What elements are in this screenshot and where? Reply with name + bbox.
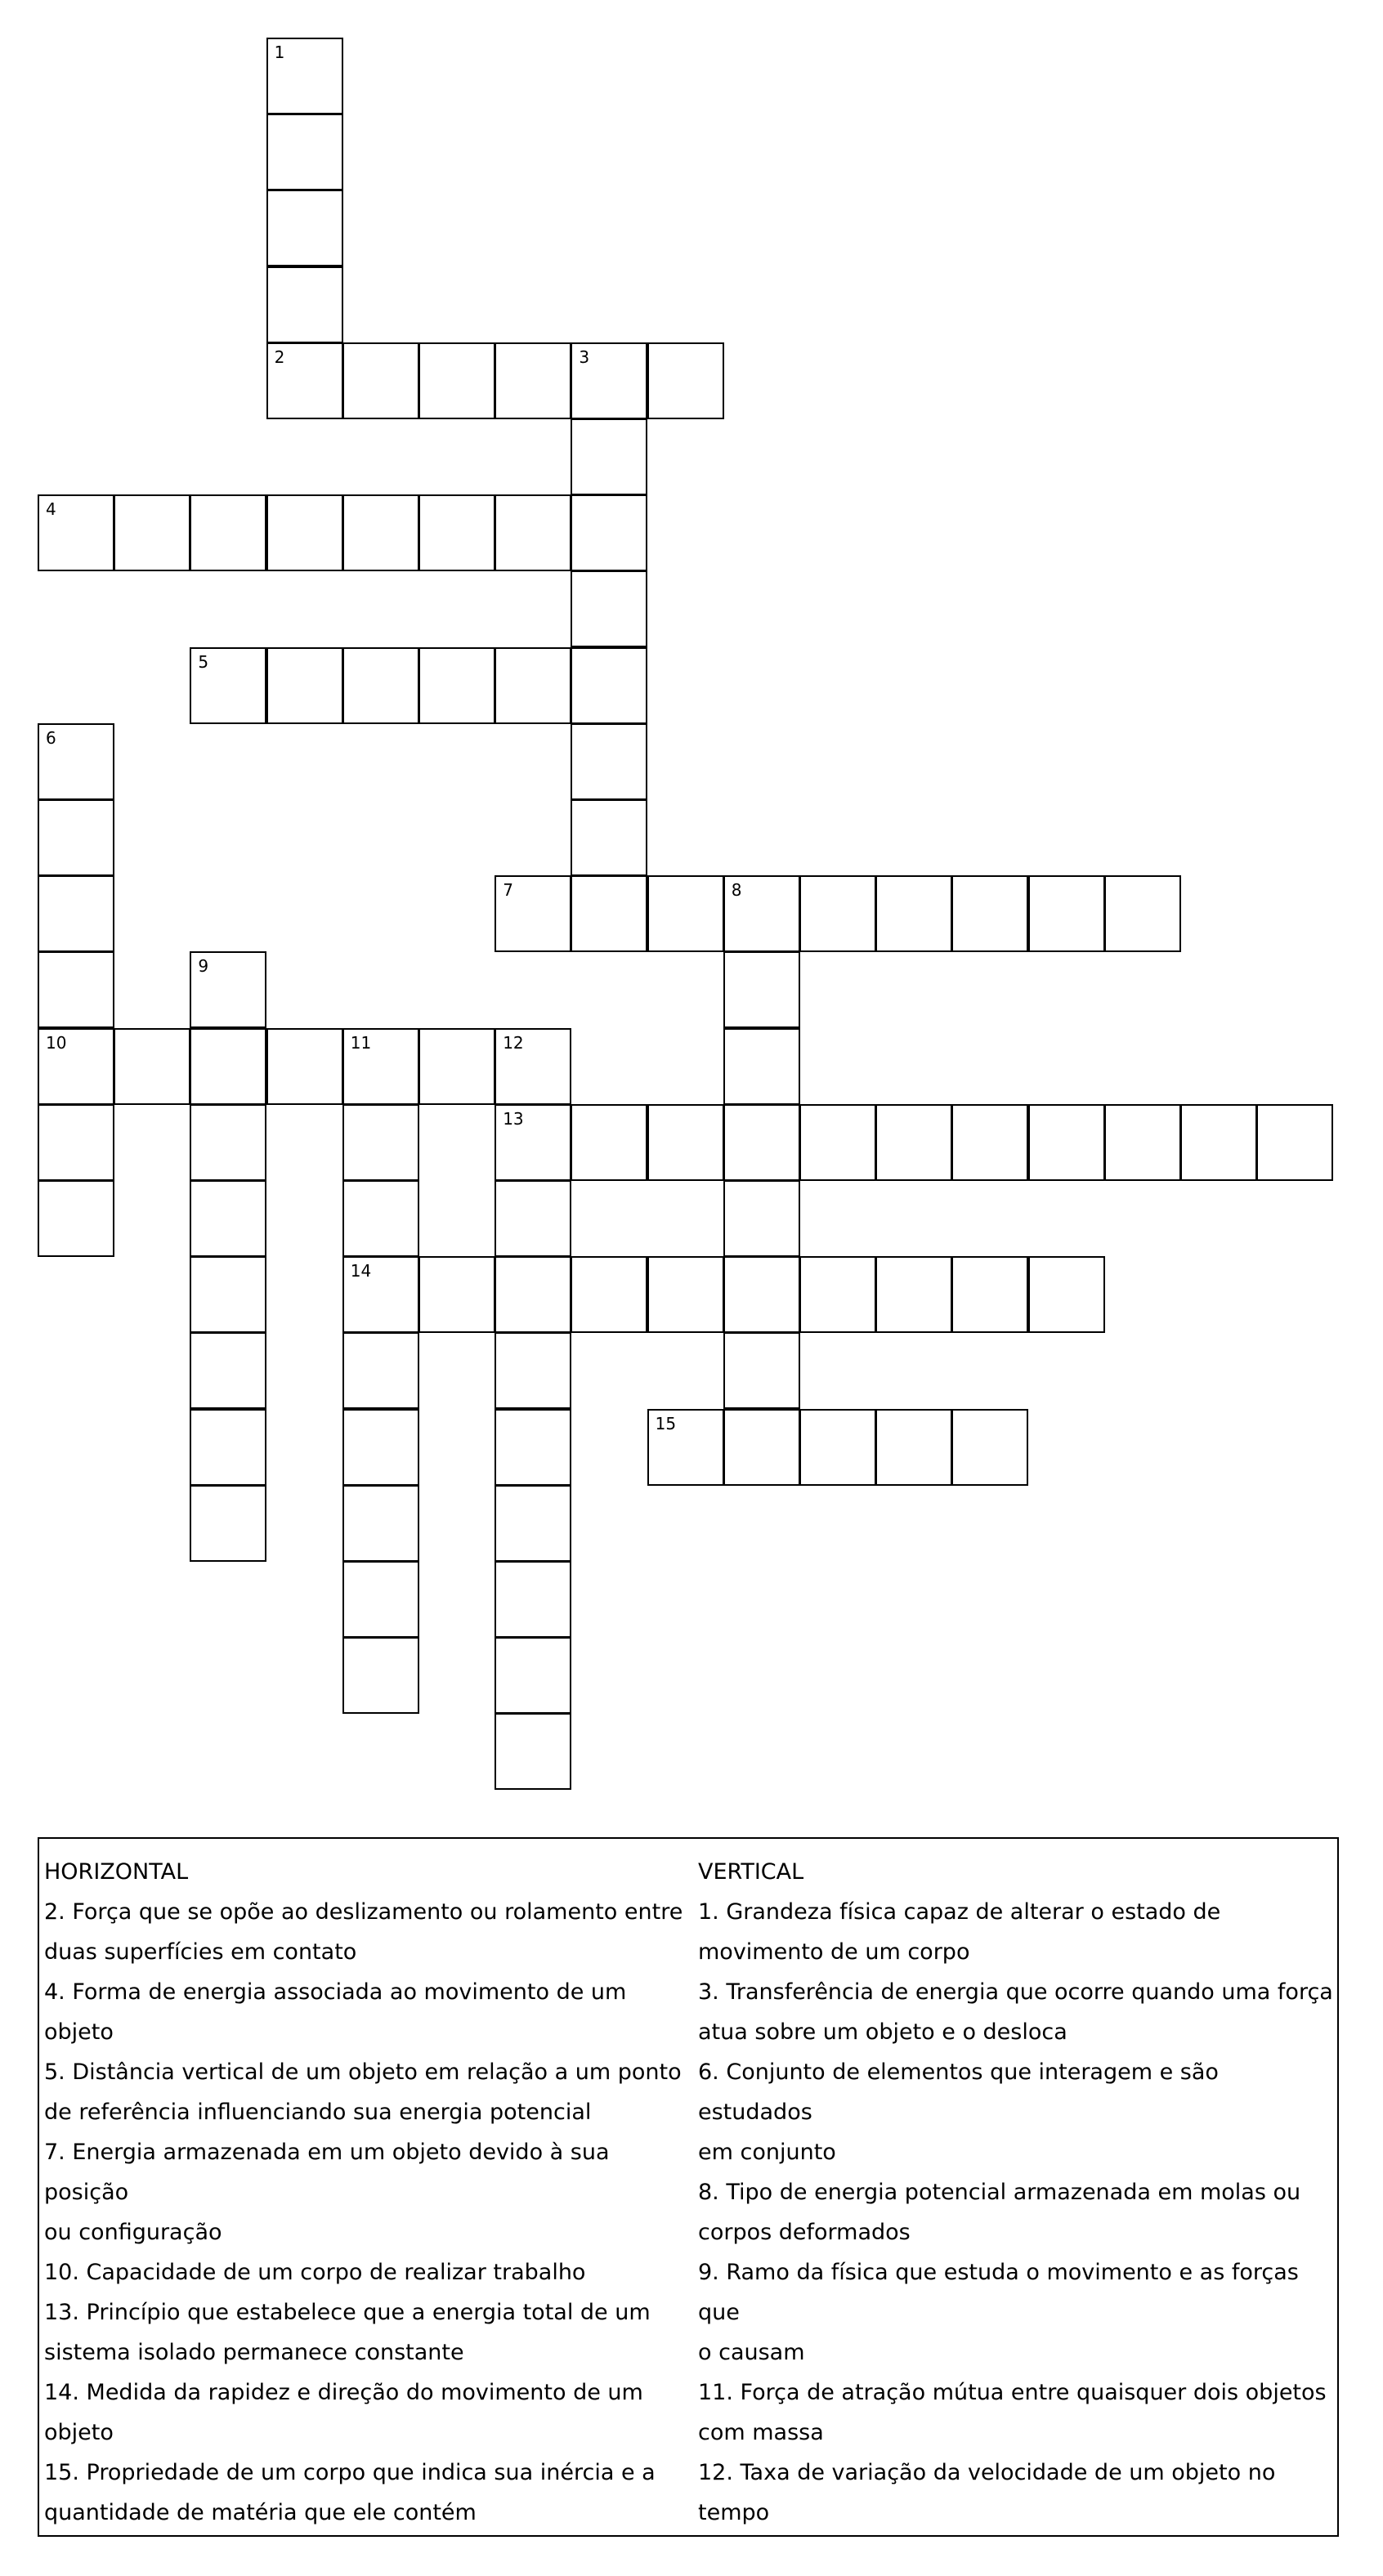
crossword-cell[interactable] bbox=[266, 1028, 343, 1105]
clue-line: 4. Forma de energia associada ao movimento de um bbox=[44, 1979, 627, 2005]
crossword-cell[interactable] bbox=[190, 647, 266, 724]
crossword-cell[interactable] bbox=[495, 1637, 571, 1714]
clue-number: 9 bbox=[198, 956, 209, 977]
crossword-cell[interactable] bbox=[799, 875, 876, 952]
crossword-cell[interactable] bbox=[1104, 875, 1181, 952]
clue-line: tempo bbox=[698, 2500, 770, 2525]
crossword-cell[interactable] bbox=[951, 875, 1028, 952]
clue-number: 13 bbox=[503, 1108, 524, 1129]
clue-number: 15 bbox=[655, 1413, 677, 1433]
crossword-cell[interactable] bbox=[342, 1485, 419, 1562]
crossword-cell[interactable] bbox=[799, 1104, 876, 1181]
clue-number: 14 bbox=[350, 1261, 372, 1281]
crossword-cell[interactable] bbox=[342, 647, 419, 724]
vertical-clue-list bbox=[698, 1892, 1336, 2533]
crossword-cell[interactable] bbox=[266, 494, 343, 571]
crossword-cell[interactable] bbox=[190, 1028, 266, 1105]
crossword-cell[interactable] bbox=[342, 1256, 419, 1333]
clue-line: 5. Distância vertical de um objeto em relação a um ponto bbox=[44, 2059, 682, 2085]
crossword-cell[interactable] bbox=[1104, 1104, 1181, 1181]
crossword-cell[interactable] bbox=[418, 1256, 495, 1333]
crossword-cell[interactable] bbox=[647, 1256, 724, 1333]
crossword-cell[interactable] bbox=[799, 1409, 876, 1486]
crossword-cell[interactable] bbox=[190, 1104, 266, 1181]
clue-line: com massa bbox=[698, 2420, 824, 2445]
clue-line: movimento de um corpo bbox=[698, 1939, 970, 1965]
crossword-cell[interactable] bbox=[190, 1180, 266, 1257]
crossword-cell[interactable] bbox=[495, 1561, 571, 1638]
crossword-cell[interactable] bbox=[1028, 875, 1105, 952]
crossword-cell[interactable] bbox=[495, 1256, 571, 1333]
crossword-cell[interactable] bbox=[38, 1028, 114, 1105]
crossword-cell[interactable] bbox=[571, 342, 647, 419]
clue-line: 7. Energia armazenada em um objeto devido à sua posição bbox=[44, 2140, 610, 2205]
crossword-cell[interactable] bbox=[418, 647, 495, 724]
crossword-cell[interactable] bbox=[190, 1409, 266, 1486]
crossword-cell[interactable] bbox=[266, 342, 343, 419]
crossword-cell[interactable] bbox=[190, 494, 266, 571]
horizontal-clues bbox=[44, 1852, 695, 2533]
crossword-cell[interactable] bbox=[342, 342, 419, 419]
crossword-cell[interactable] bbox=[571, 1256, 647, 1333]
crossword-cell[interactable] bbox=[418, 494, 495, 571]
crossword-cell[interactable] bbox=[723, 951, 800, 1028]
crossword-cell[interactable] bbox=[495, 342, 571, 419]
crossword-cell[interactable] bbox=[266, 38, 343, 114]
crossword-cell[interactable] bbox=[647, 342, 724, 419]
clue-line: 10. Capacidade de um corpo de realizar trabalho bbox=[44, 2260, 586, 2285]
clue-number: 2 bbox=[274, 347, 285, 367]
crossword-cell[interactable] bbox=[1180, 1104, 1257, 1181]
crossword-cell[interactable] bbox=[190, 1485, 266, 1562]
clue-line: duas superfícies em contato bbox=[44, 1939, 357, 1965]
clue-line: 14. Medida da rapidez e direção do movimento de um bbox=[44, 2380, 643, 2405]
crossword-cell[interactable] bbox=[38, 1180, 114, 1257]
clue-number: 10 bbox=[46, 1032, 67, 1053]
clue-number: 3 bbox=[579, 347, 590, 367]
crossword-cell[interactable] bbox=[190, 1256, 266, 1333]
crossword-cell[interactable] bbox=[799, 1256, 876, 1333]
crossword-cell[interactable] bbox=[38, 875, 114, 952]
crossword-cell[interactable] bbox=[875, 1256, 952, 1333]
crossword-cell[interactable] bbox=[342, 1104, 419, 1181]
clue-line: em conjunto bbox=[698, 2140, 836, 2165]
clue-line: 13. Princípio que estabelece que a energia total de um bbox=[44, 2300, 651, 2325]
crossword-cell[interactable] bbox=[342, 1180, 419, 1257]
clue-number: 11 bbox=[350, 1032, 372, 1053]
clue-number: 8 bbox=[731, 880, 742, 901]
clue-line: atua sobre um objeto e o desloca bbox=[698, 2019, 1067, 2045]
vertical-clues bbox=[698, 1852, 1336, 2533]
crossword-cell[interactable] bbox=[418, 342, 495, 419]
crossword-cell[interactable] bbox=[647, 1409, 724, 1486]
crossword-cell[interactable] bbox=[38, 494, 114, 571]
crossword-cell[interactable] bbox=[723, 875, 800, 952]
clue-line: de referência influenciando sua energia potencial bbox=[44, 2100, 592, 2125]
clues-box bbox=[38, 1837, 1339, 2537]
crossword-cell[interactable] bbox=[723, 1256, 800, 1333]
crossword-cell[interactable] bbox=[342, 1637, 419, 1714]
crossword-cell[interactable] bbox=[266, 114, 343, 190]
clue-number: 4 bbox=[46, 499, 56, 520]
crossword-cell[interactable] bbox=[495, 1485, 571, 1562]
clue-line: 6. Conjunto de elementos que interagem e são estudados bbox=[698, 2059, 1219, 2125]
clue-line: objeto bbox=[44, 2019, 114, 2045]
clue-number: 6 bbox=[46, 727, 56, 748]
crossword-cell[interactable] bbox=[723, 1409, 800, 1486]
crossword-cell[interactable] bbox=[495, 875, 571, 952]
crossword-cell[interactable] bbox=[723, 1180, 800, 1257]
clue-line: 11. Força de atração mútua entre quaisquer dois objetos bbox=[698, 2380, 1327, 2405]
crossword-cell[interactable] bbox=[342, 1409, 419, 1486]
crossword-cell[interactable] bbox=[875, 1104, 952, 1181]
crossword-cell[interactable] bbox=[38, 1104, 114, 1181]
clue-line: objeto bbox=[44, 2420, 114, 2445]
crossword-cell[interactable] bbox=[495, 1332, 571, 1409]
clue-line: 8. Tipo de energia potencial armazenada em molas ou bbox=[698, 2180, 1301, 2205]
crossword-cell[interactable] bbox=[342, 494, 419, 571]
crossword-cell[interactable] bbox=[38, 799, 114, 876]
horizontal-heading: HORIZONTAL bbox=[44, 1859, 189, 1885]
vertical-heading: VERTICAL bbox=[698, 1859, 804, 1885]
clue-number: 7 bbox=[503, 880, 513, 901]
horizontal-clue-list bbox=[44, 1892, 695, 2533]
crossword-cell[interactable] bbox=[723, 1104, 800, 1181]
clue-line: quantidade de matéria que ele contém bbox=[44, 2500, 477, 2525]
crossword-cell[interactable] bbox=[723, 1332, 800, 1409]
crossword-cell[interactable] bbox=[571, 494, 647, 571]
crossword-cell[interactable] bbox=[38, 951, 114, 1028]
crossword-cell[interactable] bbox=[114, 494, 190, 571]
clue-line: 9. Ramo da física que estuda o movimento e as forças que bbox=[698, 2260, 1299, 2325]
crossword-cell[interactable] bbox=[1028, 1104, 1105, 1181]
clue-line: 3. Transferência de energia que ocorre quando uma força bbox=[698, 1979, 1333, 2005]
clue-line: 12. Taxa de variação da velocidade de um objeto no bbox=[698, 2460, 1276, 2485]
crossword-cell[interactable] bbox=[951, 1409, 1028, 1486]
crossword-cell[interactable] bbox=[1028, 1256, 1105, 1333]
crossword-cell[interactable] bbox=[571, 799, 647, 876]
crossword-cell[interactable] bbox=[647, 1104, 724, 1181]
crossword-cell[interactable] bbox=[495, 1409, 571, 1486]
crossword-cell[interactable] bbox=[266, 266, 343, 343]
crossword-cell[interactable] bbox=[571, 570, 647, 647]
clue-line: 2. Força que se opõe ao deslizamento ou rolamento entre bbox=[44, 1899, 683, 1925]
clue-line: corpos deformados bbox=[698, 2220, 911, 2245]
crossword-cell[interactable] bbox=[495, 1180, 571, 1257]
crossword-cell[interactable] bbox=[1256, 1104, 1333, 1181]
crossword-cell[interactable] bbox=[342, 1028, 419, 1105]
crossword-cell[interactable] bbox=[495, 647, 571, 724]
crossword-cell[interactable] bbox=[571, 418, 647, 495]
crossword-cell[interactable] bbox=[114, 1028, 190, 1105]
crossword-cell[interactable] bbox=[190, 1332, 266, 1409]
crossword-cell[interactable] bbox=[875, 875, 952, 952]
crossword-cell[interactable] bbox=[875, 1409, 952, 1486]
clue-number: 1 bbox=[274, 42, 285, 62]
crossword-cell[interactable] bbox=[951, 1104, 1028, 1181]
crossword-cell[interactable] bbox=[266, 647, 343, 724]
clue-line: o causam bbox=[698, 2340, 805, 2365]
crossword-cell[interactable] bbox=[723, 1028, 800, 1105]
crossword-cell[interactable] bbox=[571, 875, 647, 952]
crossword-cell[interactable] bbox=[418, 1028, 495, 1105]
crossword-cell[interactable] bbox=[571, 1104, 647, 1181]
clue-number: 12 bbox=[503, 1032, 524, 1053]
crossword-cell[interactable] bbox=[342, 1561, 419, 1638]
clue-line: sistema isolado permanece constante bbox=[44, 2340, 464, 2365]
crossword-cell[interactable] bbox=[495, 494, 571, 571]
crossword-cell[interactable] bbox=[495, 1028, 571, 1105]
clue-line: 15. Propriedade de um corpo que indica sua inércia e a bbox=[44, 2460, 656, 2485]
clue-number: 5 bbox=[198, 651, 209, 672]
crossword-cell[interactable] bbox=[190, 951, 266, 1028]
crossword-cell[interactable] bbox=[951, 1256, 1028, 1333]
clue-line: 1. Grandeza física capaz de alterar o estado de bbox=[698, 1899, 1221, 1925]
crossword-cell[interactable] bbox=[266, 190, 343, 266]
crossword-cell[interactable] bbox=[495, 1104, 571, 1181]
crossword-cell[interactable] bbox=[495, 1713, 571, 1790]
crossword-cell[interactable] bbox=[38, 723, 114, 800]
crossword-cell[interactable] bbox=[647, 875, 724, 952]
clue-line: ou configuração bbox=[44, 2220, 222, 2245]
crossword-cell[interactable] bbox=[571, 647, 647, 724]
crossword-cell[interactable] bbox=[571, 723, 647, 800]
crossword-cell[interactable] bbox=[342, 1332, 419, 1409]
